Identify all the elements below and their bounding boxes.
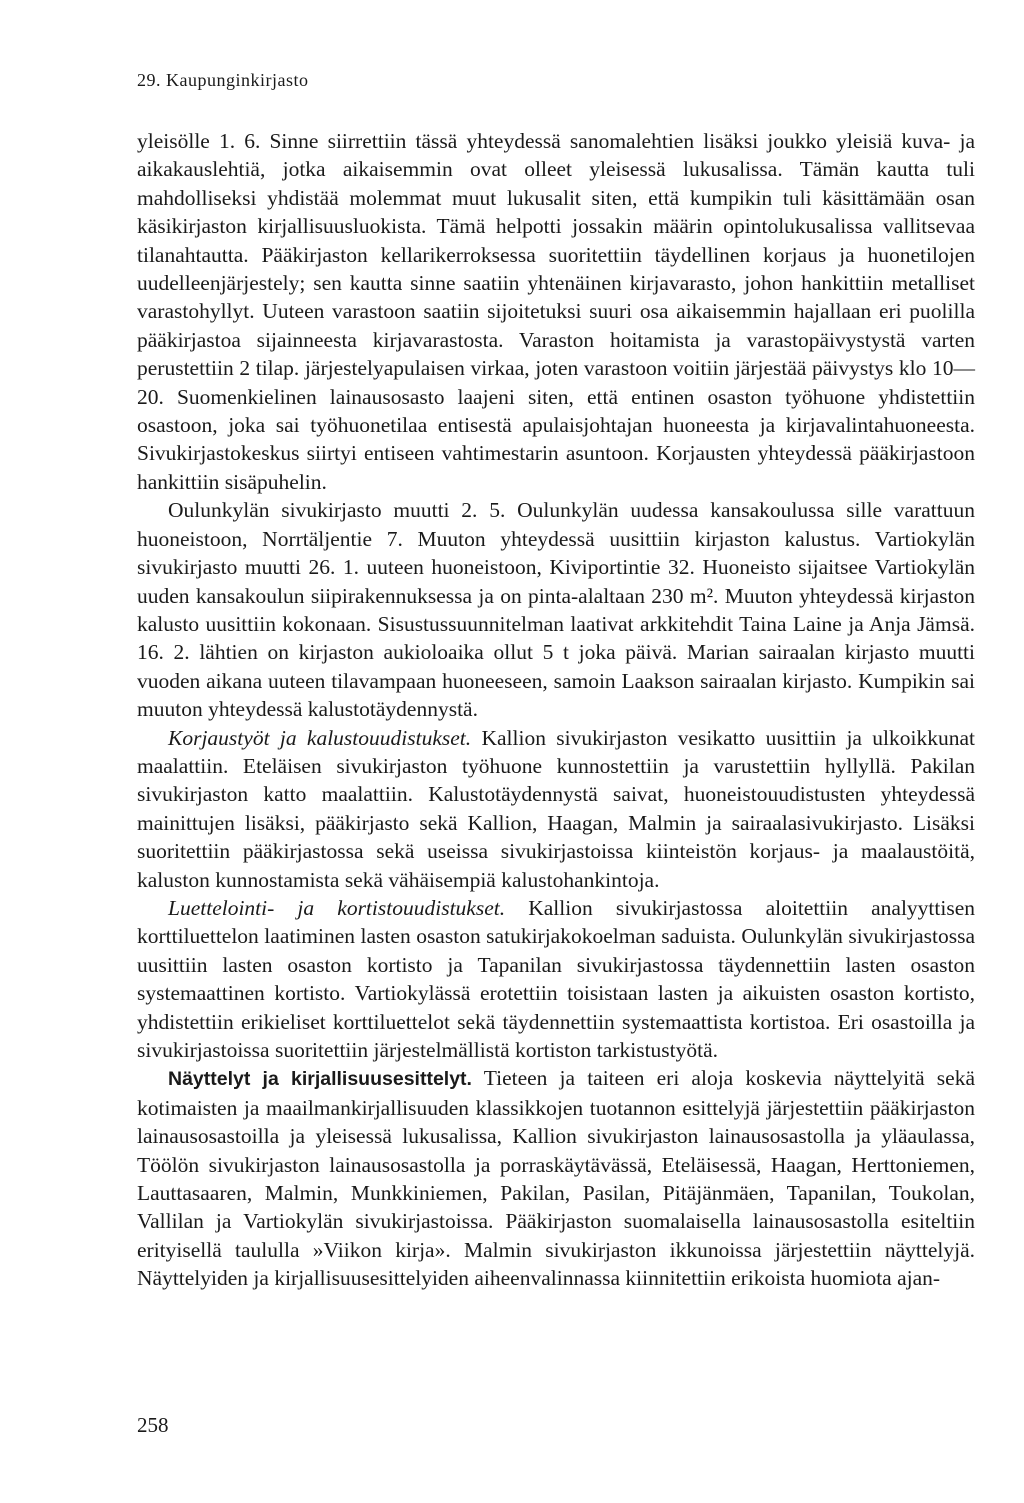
paragraph-1: [137, 127, 975, 496]
paragraph-2-text: Oulunkylän sivukirjasto muutti 2. 5. Oulunkylän uudessa kansakoulussa sille varattuun huoneistoon, Norrtäljentie 7. Muuton yhteydessä uusittiin kirjaston kalustus. Vartiokylän sivukirjasto muutti 26. 1. uuteen huoneistoon, Kiviportintie 32. Huoneisto sijaitsee Vartiokylän uuden kansakoulun siipirakennuksessa ja on pinta-alaltaan 230 m². Muuton yhteydessä kirjaston kalusto uusittiin kokonaan. Sisustussuunnitelman laativat arkkitehdit Taina Laine ja Anja Jämsä. 16. 2. lähtien on kirjaston aukioloaika ollut 5 t joka päivä. Marian sairaalan kirjasto muutti vuoden aikana uuteen tilavampaan huoneeseen, samoin Laakson sairaalan kirjasto. Kumpikin sai muuton yhteydessä kalustotäydennystä.: [137, 498, 975, 722]
paragraph-3-text: Kallion sivukirjaston vesikatto uusittiin ja ulkoikkunat maalattiin. Eteläisen sivukirjaston työhuone kunnostettiin ja varustettiin hyllyllä. Pakilan sivukirjaston katto maalattiin. Kalustotäydennystä saivat, huoneistouudistusten yhteydessä mainittujen lisäksi, pääkirjasto sekä Kallion, Haagan, Malmin ja sairaalasivukirjasto. Lisäksi suoritettiin pääkirjastossa sekä useissa sivukirjastoissa kiinteistön korjaus- ja maalaustöitä, kaluston kunnostamista sekä vähäisempiä kalustohankintoja.: [137, 725, 976, 892]
paragraph-4: [137, 894, 975, 1064]
page-body: [137, 70, 975, 1293]
paragraph-3: [137, 724, 975, 894]
paragraph-5-text: Tieteen ja taiteen eri aloja koskevia näyttelyitä sekä kotimaisten ja maailmankirjallisuuden klassikkojen tuotannon esittelyjä järjestettiin pääkirjaston lainausosastoilla ja yleisessä lukusalissa, Kallion sivukirjaston lainausosastolla ja yläaulassa, Töölön sivukirjaston lainausosastolla ja porraskäytävässä, Eteläisessä, Haagan, Herttoniemen, Lauttasaaren, Malmin, Munkkiniemen, Pakilan, Pasilan, Pitäjänmäen, Tapanilan, Toukolan, Vallilan ja Vartiokylän sivukirjastoissa. Pääkirjaston suomalaisella lainausosastolla esiteltiin erityisellä taululla »Viikon kirja». Malmin sivukirjaston ikkunoissa järjestettiin näyttelyjä. Näyttelyiden ja kirjallisuusesittelyiden aiheenvalinnassa kiinnitettiin erikoista huomiota ajan-: [137, 1066, 975, 1291]
section-heading-korjaustyot: Korjaustyöt ja kalustouudistukset.: [168, 725, 472, 750]
running-head: 29. Kaupunginkirjasto: [137, 70, 309, 90]
paragraph-1-text: yleisölle 1. 6. Sinne siirrettiin tässä yhteydessä sanomalehtien lisäksi joukko yleisiä kuva- ja aikakauslehtiä, jotka aikaisemmin ovat olleet yleisessä lukusalissa. Tämän kautta tuli mahdolliseksi yhdistää molemmat muut lukusalit siten, että kumpikin tuli käsittämään osan käsikirjaston kirjallisuusluokista. Tämä helpotti jossakin määrin opintolukusalissa vallitsevaa tilanahtautta. Pääkirjaston kellarikerroksessa suoritettiin täydellinen korjaus ja huonetilojen uudelleenjärjestely; sen kautta sinne saatiin yhtenäinen kirjavarasto, johon hankittiin metalliset varastohyllyt. Uuteen varastoon saatiin sijoitetuksi suuri osa aikaisemmin hajallaan eri puolilla pääkirjastoa sijainneesta kirjavarastosta. Varaston hoitamista ja varastopäivystystä varten perustettiin 2 tilap. järjestelyapulaisen virkaa, joten varastoon voitiin järjestää päivystys klo 10—20. Suomenkielinen lainausosasto laajeni siten, että entinen osaston työhuone yhdistettiin osastoon, joka sai työhuonetilaa entisestä apulaisjohtajan huoneesta ja kirjavalintahuoneesta. Sivukirjastokeskus siirtyi entiseen vahtimestarin asuntoon. Korjausten yhteydessä pääkirjastoon hankittiin sisäpuhelin.: [137, 129, 975, 494]
paragraph-2: [137, 496, 975, 723]
paragraph-5: [137, 1064, 975, 1292]
page-number: 258: [137, 1413, 169, 1437]
section-heading-nayttelyt: Näyttelyt ja kirjallisuusesittelyt.: [168, 1068, 472, 1091]
section-heading-luettelointi: Luettelointi- ja kortistouudistukset.: [168, 895, 506, 920]
paragraph-4-text: Kallion sivukirjastossa aloitettiin analyyttisen korttiluettelon laatiminen lasten osaston satukirjakokoelman saduista. Oulunkylän sivukirjastossa uusittiin lasten osaston kortisto ja Tapanilan sivukirjastossa täydennettiin lasten osaston systemaattinen kortisto. Vartiokylässä erotettiin toisistaan lasten ja aikuisten osaston kortisto, yhdistettiin erikieliset korttiluettelot sekä täydennettiin systemaattista kortistoa. Eri osastoilla ja sivukirjastoissa suoritettiin järjestelmällistä kortiston tarkistustyötä.: [137, 895, 975, 1062]
